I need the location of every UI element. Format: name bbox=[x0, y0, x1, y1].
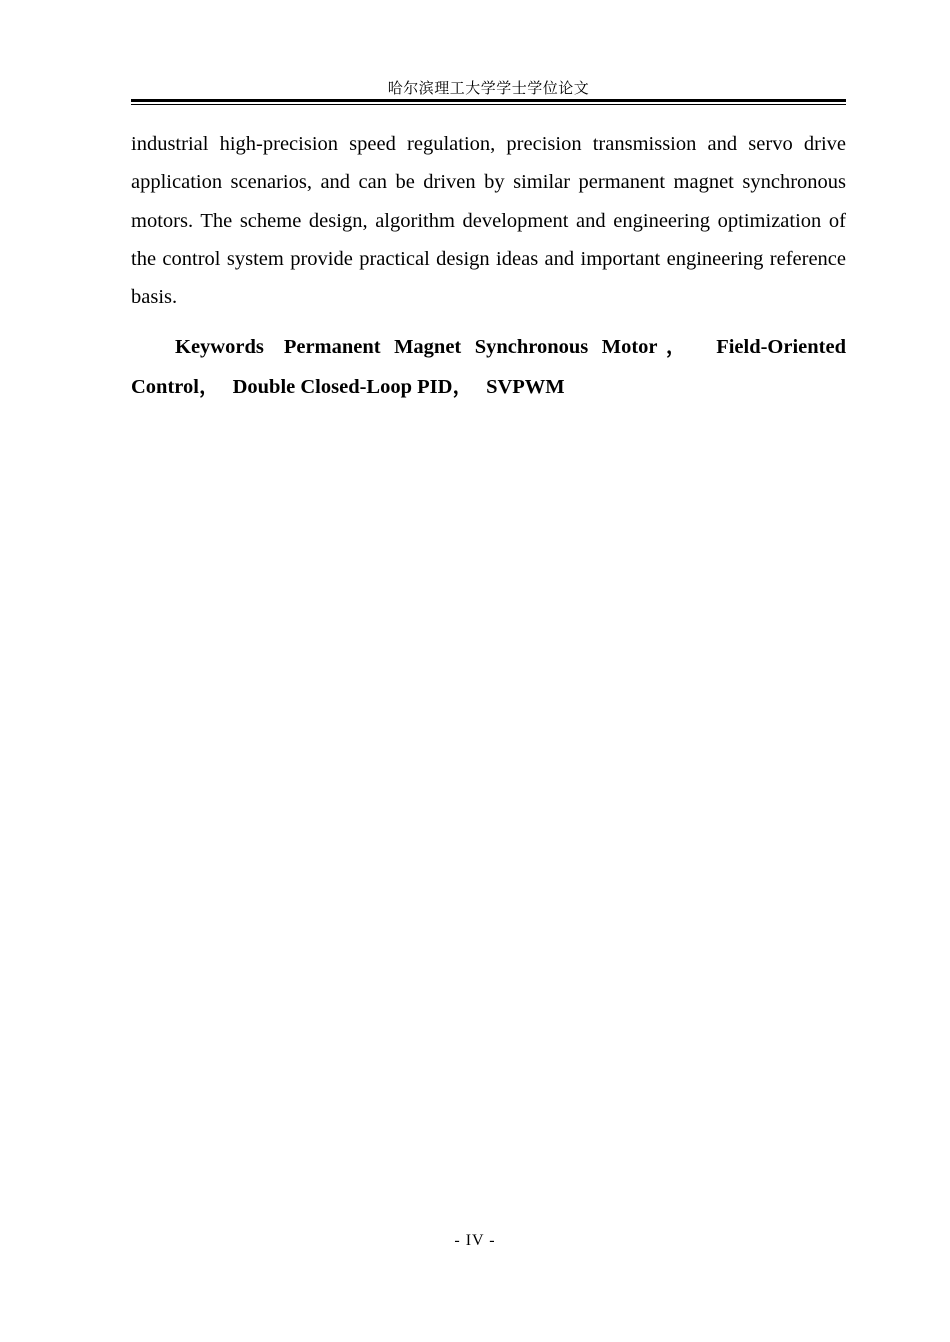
page-header: 哈尔滨理工大学学士学位论文 bbox=[387, 79, 590, 97]
page-number: - IV - bbox=[454, 1232, 496, 1249]
keyword-separator: ， bbox=[198, 376, 220, 398]
keywords-line bbox=[131, 327, 846, 407]
abstract-paragraph: industrial high-precision speed regulation, precision transmission and servo drive application scenarios, and can be driven by similar permanent magnet synchronous motors. The scheme design, algorithm development and engineering optimization of the control system provide practical design ideas and important engineering reference basis. bbox=[131, 133, 846, 309]
keyword-term: SVPWM bbox=[486, 376, 565, 398]
keyword-term: Double Closed-Loop PID bbox=[232, 376, 453, 398]
keyword-term: Field-Oriented Control bbox=[131, 336, 846, 398]
header-rule-thin bbox=[131, 104, 846, 105]
keyword-separator: ， bbox=[452, 376, 473, 398]
keyword-term: Permanent Magnet Synchronous Motor bbox=[283, 336, 658, 358]
keywords-label: Keywords bbox=[175, 336, 264, 358]
header-rule-thick bbox=[131, 99, 846, 102]
keyword-separator: ， bbox=[657, 336, 695, 358]
